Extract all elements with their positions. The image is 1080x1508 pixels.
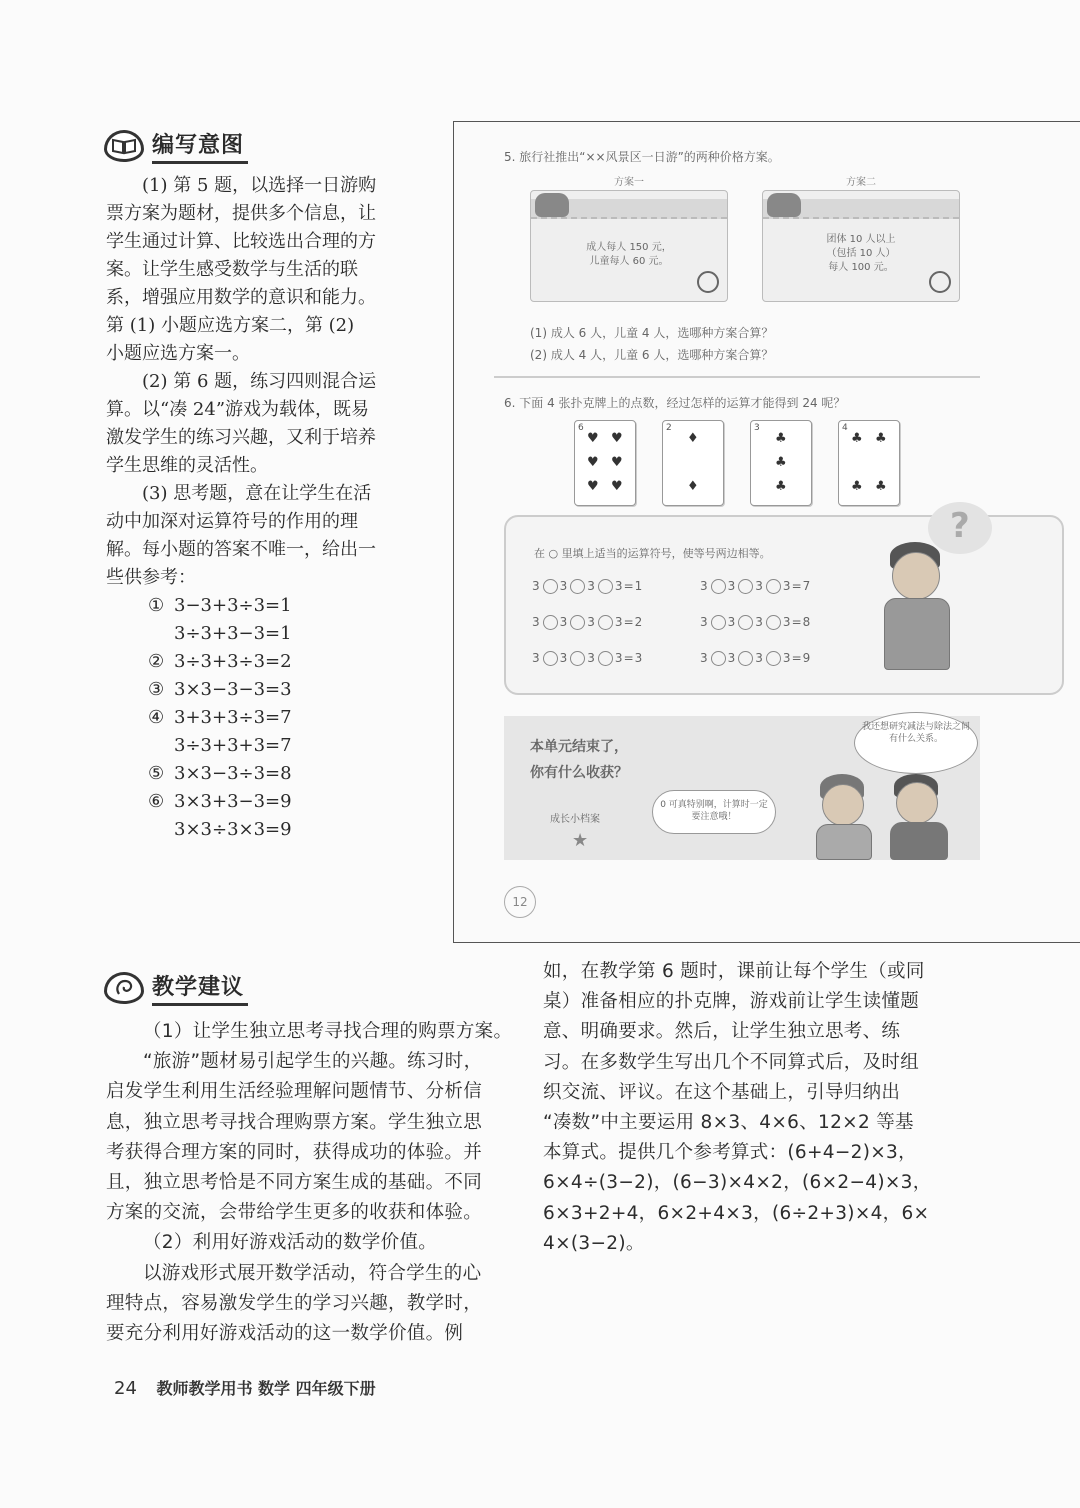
- card-suit-pip: ♥: [611, 431, 623, 446]
- suggest-line: “旅游”题材易引起学生的兴趣。练习时，: [143, 1051, 483, 1073]
- blank-circle[interactable]: [543, 651, 558, 666]
- playing-card: [750, 420, 812, 506]
- suggest-line: 要充分利用好游戏活动的这一数学价值。例: [106, 1323, 464, 1345]
- card-rank: 4: [842, 423, 848, 433]
- q5-sub1: (1) 成人 6 人，儿童 4 人，选哪种方案合算？: [530, 326, 774, 340]
- blank-circle[interactable]: [738, 579, 753, 594]
- blank-circle[interactable]: [711, 651, 726, 666]
- blank-circle[interactable]: [543, 615, 558, 630]
- suggest-line: 习。在多数学生写出几个不同算式后，及时组: [543, 1051, 920, 1073]
- bus-icon: [535, 193, 569, 217]
- blank-circle[interactable]: [598, 615, 613, 630]
- summary-title-1: 本单元结束了，: [530, 739, 628, 755]
- card-rank: 3: [754, 423, 760, 433]
- intent-line: 第 (1) 小题应选方案二，第 (2): [106, 315, 355, 336]
- suggest-line: 6×4÷(3−2)，(6−3)×4×2，(6×2−4)×3，: [543, 1172, 932, 1194]
- q6-text: 6. 下面 4 张扑克牌上的点数，经过怎样的运算才能得到 24 呢？: [504, 396, 846, 410]
- blank-circle[interactable]: [570, 615, 585, 630]
- speech-bubble-1: 0 可真特别啊，计算时一定要注意哦！: [652, 790, 776, 834]
- answer-line: [148, 648, 436, 676]
- suggest-line: 如，在教学第 6 题时，课前让每个学生（或同: [543, 961, 925, 982]
- suggest-line: 且，独立思考恰是不同方案生成的基础。不同: [106, 1172, 483, 1194]
- suggest-line: 启发学生利用生活经验理解问题情节、分析信: [106, 1081, 483, 1103]
- footer-page-number: 24: [114, 1378, 137, 1399]
- answer-number: ⑤: [148, 763, 165, 784]
- intent-heading: [104, 128, 248, 164]
- intent-line: 学生思维的灵活性。: [106, 455, 268, 476]
- plan-one-text: 成人每人 150 元， 儿童每人 60 元。: [586, 242, 672, 267]
- card-suit-pip: ♦: [687, 479, 699, 494]
- intent-line: 票方案为题材，提供多个信息，让: [106, 203, 376, 224]
- answer-line: [148, 704, 436, 732]
- operator-equation: 3 3 3 3=8: [700, 615, 812, 629]
- card-suit-pip: ♣: [775, 479, 787, 494]
- plan-two-label: 方案二: [846, 177, 876, 188]
- plan-two-text: 团体 10 人以上 （包括 10 人） 每人 100 元。: [826, 234, 896, 273]
- operator-equation: 3 3 3 3=2: [532, 615, 644, 629]
- blank-circle[interactable]: [766, 579, 781, 594]
- card-rank: 6: [578, 423, 584, 433]
- answer-expression: 3÷3+3−3=1: [174, 623, 292, 644]
- card-suit-pip: ♥: [611, 455, 623, 470]
- suggest-line: 织交流、评议。在这个基础上，引导归纳出: [543, 1081, 901, 1103]
- plan-one-card: [530, 177, 728, 302]
- blank-circle[interactable]: [738, 651, 753, 666]
- card-suit-pip: ♣: [851, 431, 863, 446]
- answer-expression: 3×3−3÷3=8: [174, 763, 292, 784]
- suggest-line: 息，独立思考寻找合理购票方案。学生独立思: [106, 1111, 483, 1133]
- card-rank: 2: [666, 423, 672, 433]
- suggest-right-column: [543, 957, 963, 1259]
- equation-result: =1: [623, 579, 644, 593]
- blank-circle[interactable]: [711, 579, 726, 594]
- footer: [114, 1376, 376, 1399]
- intent-line: 激发学生的练习兴趣，又利于培养: [106, 427, 376, 448]
- suggest-heading: [104, 970, 248, 1006]
- equation-result: =8: [791, 615, 812, 629]
- answer-expression: 3×3÷3×3=9: [174, 819, 292, 840]
- suggest-line: 方案的交流，会带给学生更多的收获和体验。: [106, 1202, 483, 1224]
- clock-icon: [697, 271, 719, 293]
- intent-line: 系，增强应用数学的意识和能力。: [106, 287, 376, 308]
- q5-text: 5. 旅行社推出“××风景区一日游”的两种价格方案。: [504, 150, 780, 164]
- answer-line: [148, 788, 436, 816]
- suggest-line: 以游戏形式展开数学活动，符合学生的心: [143, 1262, 482, 1284]
- intent-line: 解。每小题的答案不唯一，给出一: [106, 539, 376, 560]
- intent-line: (2) 第 6 题，练习四则混合运: [142, 371, 377, 392]
- suggest-line: “凑数”中主要运用 8×3、4×6、12×2 等基: [543, 1112, 914, 1134]
- operator-equation: 3 3 3 3=3: [532, 651, 644, 665]
- question-mark-icon: ?: [950, 506, 970, 546]
- clock-icon: [929, 271, 951, 293]
- suggest-line: 考获得合理方案的同时，获得成功的体验。并: [106, 1141, 483, 1163]
- growth-record-label: 成长小档案: [550, 814, 600, 825]
- answer-number: ④: [148, 707, 165, 728]
- playing-card: [838, 420, 900, 506]
- answer-number: ③: [148, 679, 165, 700]
- textbook-page-number: 12: [504, 886, 536, 918]
- answer-expression: 3−3+3÷3=1: [174, 595, 292, 616]
- answer-line: [148, 676, 436, 704]
- card-suit-pip: ♦: [687, 431, 699, 446]
- card-suit-pip: ♣: [875, 431, 887, 446]
- suggest-left-column: [106, 1017, 526, 1349]
- playing-card: [662, 420, 724, 506]
- card-suit-pip: ♣: [775, 431, 787, 446]
- operator-equation: 3 3 3 3=7: [700, 579, 812, 593]
- blank-circle[interactable]: [570, 651, 585, 666]
- bus-icon: [767, 193, 801, 217]
- intent-line: 些供参考：: [106, 567, 196, 588]
- answer-expression: 3×3−3−3=3: [174, 679, 292, 700]
- answer-number: ②: [148, 651, 165, 672]
- intent-line: 动中加深对运算符号的作用的理: [106, 511, 358, 532]
- playing-card: [574, 420, 636, 506]
- footer-book-title: 教师教学用书 数学 四年级下册: [156, 1379, 376, 1398]
- intent-line: (1) 第 5 题，以选择一日游购: [142, 175, 377, 196]
- card-suit-pip: ♣: [875, 479, 887, 494]
- blank-circle[interactable]: [711, 615, 726, 630]
- card-suit-pip: ♣: [775, 455, 787, 470]
- suggest-line: 本算式。提供几个参考算式：(6+4−2)×3，: [543, 1142, 917, 1164]
- suggest-line: （1）让学生独立思考寻找合理的购票方案。: [143, 1021, 513, 1042]
- suggest-line: 4×(3−2)。: [543, 1232, 645, 1254]
- answer-number: ⑥: [148, 791, 165, 812]
- suggest-line: 理特点，容易激发学生的学习兴趣，教学时，: [106, 1292, 483, 1314]
- answer-expression: 3÷3+3÷3=2: [174, 651, 292, 672]
- answer-number: ①: [148, 595, 165, 616]
- operator-equation: 3 3 3 3=9: [700, 651, 812, 665]
- suggest-line: 桌）准备相应的扑克牌，游戏前让学生读懂题: [543, 991, 920, 1013]
- operator-equation: 3 3 3 3=1: [532, 579, 644, 593]
- answer-line: [148, 760, 436, 788]
- intent-line: 小题应选方案一。: [106, 343, 250, 364]
- blank-circle[interactable]: [766, 615, 781, 630]
- intent-line: (3) 思考题，意在让学生在活: [142, 483, 372, 504]
- intent-line: 学生通过计算、比较选出合理的方: [106, 231, 376, 252]
- answer-expression: 3×3+3−3=9: [174, 791, 292, 812]
- blank-circle[interactable]: [543, 579, 558, 594]
- intent-line: 算。以“凑 24”游戏为载体，既易: [106, 399, 370, 420]
- blank-circle[interactable]: [738, 615, 753, 630]
- suggest-title: 教学建议: [152, 970, 248, 1006]
- summary-title-2: 你有什么收获？: [530, 765, 628, 781]
- equation-result: =9: [791, 651, 812, 665]
- answer-line: [148, 732, 436, 760]
- blank-circle[interactable]: [598, 579, 613, 594]
- blank-circle[interactable]: [598, 651, 613, 666]
- suggest-line: 意、明确要求。然后，让学生独立思考、练: [543, 1021, 901, 1043]
- answer-line: [148, 816, 436, 844]
- card-suit-pip: ♥: [587, 455, 599, 470]
- textbook-page: [453, 121, 1080, 943]
- swirl-icon: [104, 972, 144, 1004]
- card-suit-pip: ♥: [587, 479, 599, 494]
- intent-line: 案。让学生感受数学与生活的联: [106, 259, 358, 280]
- equation-result: =2: [623, 615, 644, 629]
- blank-circle[interactable]: [570, 579, 585, 594]
- blank-circle[interactable]: [766, 651, 781, 666]
- equation-result: =7: [791, 579, 812, 593]
- star-icon: ★: [572, 830, 589, 851]
- plan-two-card: [762, 177, 960, 302]
- plan-one-label: 方案一: [614, 177, 644, 188]
- answer-expression: 3+3+3÷3=7: [174, 707, 292, 728]
- card-suit-pip: ♣: [851, 479, 863, 494]
- q5-sub2: (2) 成人 4 人，儿童 6 人，选哪种方案合算？: [530, 348, 774, 362]
- intent-title: 编写意图: [152, 128, 248, 164]
- speech-bubble-2: 我还想研究减法与除法之间有什么关系。: [854, 712, 978, 774]
- card-suit-pip: ♥: [587, 431, 599, 446]
- answer-line: [148, 620, 436, 648]
- answer-expression: 3÷3+3+3=7: [174, 735, 292, 756]
- suggest-line: （2）利用好游戏活动的数学价值。: [143, 1232, 438, 1254]
- suggest-line: 6×3+2+4，6×2+4×3，(6÷2+3)×4，6×: [543, 1202, 930, 1224]
- divider: [494, 376, 980, 378]
- book-icon: [104, 130, 144, 162]
- card-suit-pip: ♥: [611, 479, 623, 494]
- intent-body: [106, 172, 436, 844]
- equation-result: =3: [623, 651, 644, 665]
- game-prompt: 在 ○ 里填上适当的运算符号，使等号两边相等。: [534, 547, 771, 560]
- answer-line: [148, 592, 436, 620]
